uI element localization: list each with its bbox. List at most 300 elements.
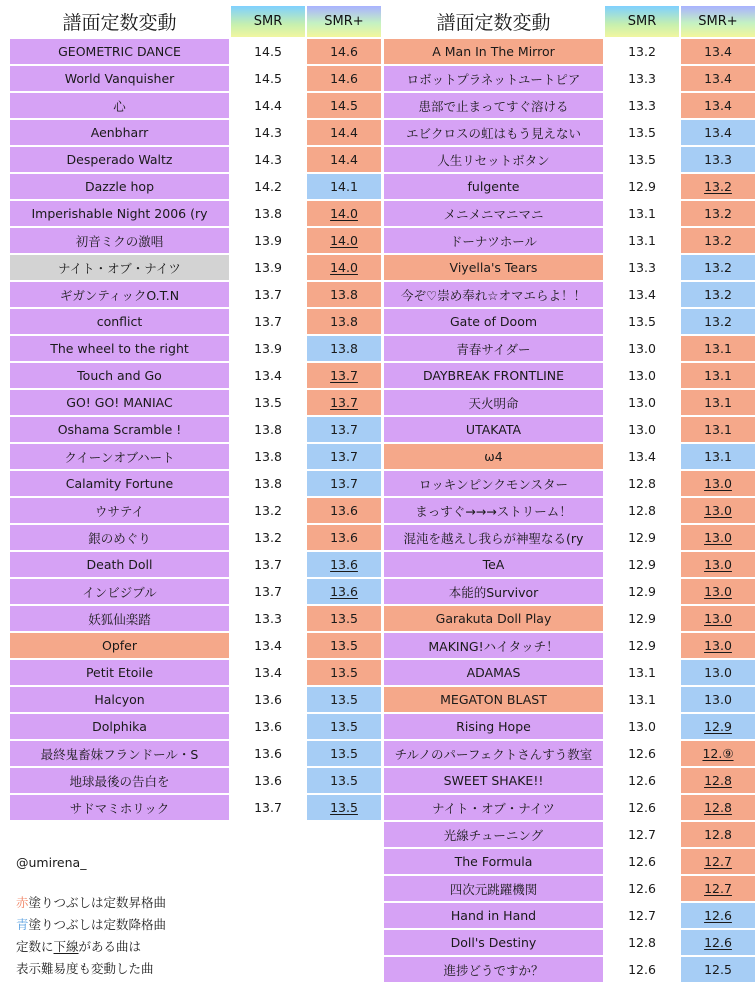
smr-plus-value (681, 309, 755, 334)
smr-plus-text: 13.7 (330, 449, 358, 464)
smr-plus-value (681, 471, 755, 496)
smr-plus-value (681, 282, 755, 307)
smr-plus-text: 13.4 (704, 71, 732, 86)
legend-blue-text: 塗りつぶしは定数降格曲 (28, 917, 167, 932)
smr-value: 13.4 (231, 363, 305, 388)
table-row (10, 552, 381, 577)
smr-plus-text: 13.8 (330, 314, 358, 329)
smr-value: 13.8 (231, 201, 305, 226)
smr-plus-text: 12.8 (704, 800, 732, 815)
smr-plus-value (307, 579, 381, 604)
smr-plus-value (681, 849, 755, 874)
song-name: Gate of Doom (384, 309, 603, 334)
table-row (384, 741, 755, 766)
smr-plus-value (307, 687, 381, 712)
smr-value: 13.0 (605, 336, 679, 361)
right-smr-header: SMR (605, 6, 679, 37)
smr-plus-value (681, 525, 755, 550)
table-row (384, 390, 755, 415)
smr-plus-text: 13.0 (704, 530, 732, 545)
legend-blue-line (16, 914, 166, 936)
smr-plus-text: 13.5 (330, 746, 358, 761)
smr-value: 12.8 (605, 498, 679, 523)
smr-plus-value (681, 444, 755, 469)
smr-value: 13.9 (231, 336, 305, 361)
smr-plus-value (307, 390, 381, 415)
smr-plus-value (681, 417, 755, 442)
table-row (10, 633, 381, 658)
smr-plus-value (681, 147, 755, 172)
legend-underline-line (16, 936, 166, 958)
smr-plus-text: 12.8 (704, 773, 732, 788)
song-name: 患部で止まってすぐ溶ける (384, 93, 603, 118)
smr-value: 13.0 (605, 417, 679, 442)
smr-value: 12.6 (605, 741, 679, 766)
smr-plus-text: 13.0 (704, 611, 732, 626)
smr-value: 14.5 (231, 66, 305, 91)
smr-plus-text: 13.2 (704, 233, 732, 248)
song-name: Imperishable Night 2006 (ry (10, 201, 229, 226)
smr-plus-text: 13.7 (330, 395, 358, 410)
table-row (10, 255, 381, 280)
smr-plus-text: 14.4 (330, 152, 358, 167)
smr-plus-value (307, 66, 381, 91)
table-row (384, 579, 755, 604)
song-name: メニメニマニマニ (384, 201, 603, 226)
song-name: fulgente (384, 174, 603, 199)
smr-value: 14.5 (231, 39, 305, 64)
smr-plus-text: 12.9 (704, 719, 732, 734)
song-name: Petit Etoile (10, 660, 229, 685)
table-row (10, 174, 381, 199)
legend-blue-char: 青 (16, 917, 29, 932)
smr-plus-value (307, 228, 381, 253)
smr-plus-text: 13.1 (704, 449, 732, 464)
song-name: 人生リセットボタン (384, 147, 603, 172)
smr-plus-value (307, 471, 381, 496)
smr-plus-text: 13.7 (330, 422, 358, 437)
table-row (10, 498, 381, 523)
smr-plus-text: 13.6 (330, 503, 358, 518)
smr-value: 13.4 (231, 633, 305, 658)
song-name: TeA (384, 552, 603, 577)
song-name: ロボットプラネットユートピア (384, 66, 603, 91)
smr-plus-value (307, 201, 381, 226)
song-name: DAYBREAK FRONTLINE (384, 363, 603, 388)
table-row (10, 444, 381, 469)
legend-ul-post: がある曲は (78, 939, 142, 954)
song-name: GO! GO! MANIAC (10, 390, 229, 415)
smr-value: 13.6 (231, 741, 305, 766)
smr-plus-value (307, 93, 381, 118)
table-row (384, 93, 755, 118)
table-row (384, 174, 755, 199)
smr-plus-text: 13.5 (330, 719, 358, 734)
smr-value: 13.6 (231, 714, 305, 739)
song-name: GEOMETRIC DANCE (10, 39, 229, 64)
song-name: MEGATON BLAST (384, 687, 603, 712)
table-row (384, 714, 755, 739)
smr-plus-value (307, 255, 381, 280)
right-smr-plus-header: SMR+ (681, 6, 755, 37)
smr-plus-value (307, 363, 381, 388)
legend-last-line: 表示難易度も変動した曲 (16, 961, 154, 976)
song-name: Garakuta Doll Play (384, 606, 603, 631)
smr-value: 13.7 (231, 282, 305, 307)
song-name: 妖狐仙楽踏 (10, 606, 229, 631)
smr-plus-text: 13.2 (704, 206, 732, 221)
song-name: 混沌を越えし我らが神聖なる(ry (384, 525, 603, 550)
smr-value: 12.8 (605, 930, 679, 955)
song-name: まっすぐ→→→ストリーム！ (384, 498, 603, 523)
song-name: Calamity Fortune (10, 471, 229, 496)
smr-value: 12.6 (605, 768, 679, 793)
smr-value: 13.4 (231, 660, 305, 685)
smr-plus-value (681, 876, 755, 901)
song-name: クイーンオブハート (10, 444, 229, 469)
smr-plus-text: 13.2 (704, 260, 732, 275)
song-name: ナイト・オブ・ナイツ (10, 255, 229, 280)
table-row (384, 849, 755, 874)
song-name: 初音ミクの激唱 (10, 228, 229, 253)
smr-value: 12.9 (605, 174, 679, 199)
smr-plus-text: 14.0 (330, 206, 358, 221)
smr-plus-value (681, 390, 755, 415)
smr-plus-value (681, 930, 755, 955)
smr-plus-text: 13.5 (330, 665, 358, 680)
smr-plus-text: 13.6 (330, 530, 358, 545)
song-name: 四次元跳躍機関 (384, 876, 603, 901)
smr-plus-value (681, 795, 755, 820)
smr-plus-value (307, 39, 381, 64)
table-row (384, 120, 755, 145)
song-name: 今ぞ♡崇め奉れ☆オマエらよ！！ (384, 282, 603, 307)
smr-value: 13.1 (605, 687, 679, 712)
smr-plus-value (681, 606, 755, 631)
smr-plus-text: 13.0 (704, 584, 732, 599)
smr-plus-value (681, 174, 755, 199)
smr-plus-value (681, 336, 755, 361)
smr-plus-text: 12.6 (704, 935, 732, 950)
smr-plus-value (307, 444, 381, 469)
smr-plus-value (307, 768, 381, 793)
table-row (10, 363, 381, 388)
smr-plus-value (681, 633, 755, 658)
song-name: Doll's Destiny (384, 930, 603, 955)
smr-value: 13.3 (605, 93, 679, 118)
table-row (384, 876, 755, 901)
smr-value: 13.2 (231, 498, 305, 523)
smr-plus-text: 12.5 (704, 962, 732, 977)
table-row (384, 39, 755, 64)
smr-value: 14.3 (231, 147, 305, 172)
smr-plus-text: 13.1 (704, 368, 732, 383)
smr-plus-value (681, 768, 755, 793)
table-row (384, 930, 755, 955)
smr-plus-value (681, 363, 755, 388)
song-name: サドマミホリック (10, 795, 229, 820)
smr-plus-text: 13.6 (330, 557, 358, 572)
table-row (384, 552, 755, 577)
smr-plus-value (681, 579, 755, 604)
song-name: 最終鬼畜妹フランドール・S (10, 741, 229, 766)
song-name: A Man In The Mirror (384, 39, 603, 64)
table-row (10, 579, 381, 604)
smr-plus-text: 12.7 (704, 854, 732, 869)
smr-value: 13.3 (231, 606, 305, 631)
song-name: ADAMAS (384, 660, 603, 685)
smr-plus-text: 13.4 (704, 44, 732, 59)
song-name: Oshama Scramble ! (10, 417, 229, 442)
smr-plus-text: 12.6 (704, 908, 732, 923)
smr-plus-text: 13.8 (330, 287, 358, 302)
smr-plus-value (681, 822, 755, 847)
song-name: インビジブル (10, 579, 229, 604)
table-row (384, 660, 755, 685)
smr-value: 13.0 (605, 390, 679, 415)
smr-plus-text: 13.2 (704, 314, 732, 329)
smr-value: 13.8 (231, 417, 305, 442)
smr-plus-value (681, 120, 755, 145)
table-row (384, 201, 755, 226)
smr-plus-text: 13.5 (330, 638, 358, 653)
smr-plus-value (307, 552, 381, 577)
smr-plus-value (307, 660, 381, 685)
table-row (384, 228, 755, 253)
smr-plus-value (681, 255, 755, 280)
smr-value: 12.9 (605, 606, 679, 631)
smr-value: 12.8 (605, 471, 679, 496)
smr-plus-text: 13.2 (704, 287, 732, 302)
smr-value: 13.5 (231, 390, 305, 415)
table-row (384, 525, 755, 550)
song-name: The Formula (384, 849, 603, 874)
smr-value: 12.6 (605, 795, 679, 820)
smr-plus-value (307, 795, 381, 820)
table-row (10, 39, 381, 64)
legend-red-text: 塗りつぶしは定数昇格曲 (28, 895, 167, 910)
smr-value: 13.4 (605, 282, 679, 307)
smr-plus-text: 13.0 (704, 557, 732, 572)
smr-plus-text: 14.0 (330, 233, 358, 248)
song-name: 進捗どうですか？ (384, 957, 603, 982)
table-row (10, 66, 381, 91)
smr-plus-value (681, 687, 755, 712)
smr-plus-text: 14.4 (330, 125, 358, 140)
smr-plus-text: 13.1 (704, 395, 732, 410)
table-row (10, 390, 381, 415)
smr-value: 12.6 (605, 849, 679, 874)
song-name: 銀のめぐり (10, 525, 229, 550)
smr-plus-value (307, 282, 381, 307)
right-table (384, 6, 755, 982)
smr-value: 13.3 (605, 255, 679, 280)
smr-plus-value (307, 336, 381, 361)
smr-plus-text: 13.0 (704, 476, 732, 491)
table-row (384, 444, 755, 469)
left-header-row (10, 6, 381, 37)
smr-value: 12.6 (605, 957, 679, 982)
song-name: SWEET SHAKE!! (384, 768, 603, 793)
table-row (10, 525, 381, 550)
table-row (384, 309, 755, 334)
smr-plus-text: 13.5 (330, 773, 358, 788)
smr-plus-value (307, 525, 381, 550)
smr-value: 13.1 (605, 228, 679, 253)
table-row (10, 687, 381, 712)
song-name: 心 (10, 93, 229, 118)
song-name: conflict (10, 309, 229, 334)
smr-plus-text: 13.1 (704, 422, 732, 437)
smr-plus-text: 13.5 (330, 800, 358, 815)
smr-plus-value (307, 633, 381, 658)
smr-plus-text: 13.4 (704, 98, 732, 113)
song-name: Rising Hope (384, 714, 603, 739)
song-name: Touch and Go (10, 363, 229, 388)
smr-value: 13.7 (231, 309, 305, 334)
smr-value: 13.1 (605, 660, 679, 685)
table-row (384, 768, 755, 793)
smr-plus-value (307, 174, 381, 199)
smr-plus-value (681, 39, 755, 64)
table-row (384, 498, 755, 523)
song-name: チルノのパーフェクトさんすう教室 (384, 741, 603, 766)
smr-plus-value (681, 228, 755, 253)
smr-plus-text: 13.5 (330, 611, 358, 626)
song-name: エビクロスの虹はもう見えない (384, 120, 603, 145)
song-name: UTAKATA (384, 417, 603, 442)
smr-plus-value (681, 498, 755, 523)
smr-plus-text: 13.7 (330, 368, 358, 383)
smr-plus-text: 13.0 (704, 503, 732, 518)
song-name: 光線チューニング (384, 822, 603, 847)
table-row (384, 687, 755, 712)
song-name: ナイト・オブ・ナイツ (384, 795, 603, 820)
table-row (384, 633, 755, 658)
smr-plus-text: 12.7 (704, 881, 732, 896)
song-name: Dazzle hop (10, 174, 229, 199)
smr-value: 13.6 (231, 768, 305, 793)
smr-plus-value (681, 957, 755, 982)
smr-value: 12.9 (605, 579, 679, 604)
song-name: Desperado Waltz (10, 147, 229, 172)
smr-value: 13.6 (231, 687, 305, 712)
song-name: ω4 (384, 444, 603, 469)
smr-value: 13.7 (231, 552, 305, 577)
smr-plus-text: 13.1 (704, 341, 732, 356)
smr-plus-text: 13.7 (330, 476, 358, 491)
smr-plus-text: 12.8 (704, 827, 732, 842)
smr-plus-value (307, 606, 381, 631)
table-row (384, 606, 755, 631)
table-row (10, 768, 381, 793)
table-row (10, 120, 381, 145)
table-row (384, 795, 755, 820)
smr-value: 13.0 (605, 714, 679, 739)
smr-value: 12.9 (605, 633, 679, 658)
smr-plus-text: 13.8 (330, 341, 358, 356)
smr-value: 13.4 (605, 444, 679, 469)
table-row (384, 255, 755, 280)
legend-notes (16, 852, 166, 980)
song-name: 青春サイダー (384, 336, 603, 361)
right-title: 譜面定数変動 (436, 12, 551, 34)
table-row (384, 66, 755, 91)
smr-plus-text: 13.3 (704, 152, 732, 167)
table-row (10, 417, 381, 442)
author-handle: @umirena_ (16, 855, 87, 870)
smr-value: 13.5 (605, 147, 679, 172)
smr-value: 13.5 (605, 309, 679, 334)
smr-plus-text: 13.4 (704, 125, 732, 140)
smr-plus-value (307, 498, 381, 523)
smr-value: 13.7 (231, 579, 305, 604)
smr-value: 13.5 (605, 120, 679, 145)
song-name: Hand in Hand (384, 903, 603, 928)
smr-value: 13.2 (231, 525, 305, 550)
smr-value: 12.9 (605, 552, 679, 577)
right-header-row (384, 6, 755, 37)
table-row (10, 471, 381, 496)
table-row (10, 282, 381, 307)
smr-plus-text: 13.0 (704, 692, 732, 707)
smr-value: 13.7 (231, 795, 305, 820)
table-row (384, 822, 755, 847)
table-row (10, 714, 381, 739)
smr-value: 13.8 (231, 471, 305, 496)
table-row (384, 417, 755, 442)
smr-plus-value (681, 201, 755, 226)
smr-value: 12.6 (605, 876, 679, 901)
smr-value: 13.9 (231, 255, 305, 280)
song-name: Opfer (10, 633, 229, 658)
song-name: The wheel to the right (10, 336, 229, 361)
smr-plus-text: 13.0 (704, 665, 732, 680)
smr-plus-value (307, 309, 381, 334)
song-name: 本能的Survivor (384, 579, 603, 604)
smr-value: 13.1 (605, 201, 679, 226)
smr-value: 13.0 (605, 363, 679, 388)
smr-value: 14.3 (231, 120, 305, 145)
table-row (10, 147, 381, 172)
song-name: World Vanquisher (10, 66, 229, 91)
table-row (384, 957, 755, 982)
smr-value: 12.7 (605, 822, 679, 847)
smr-plus-value (307, 714, 381, 739)
song-name: Death Doll (10, 552, 229, 577)
smr-plus-value (307, 741, 381, 766)
smr-plus-value (681, 741, 755, 766)
song-name: Halcyon (10, 687, 229, 712)
smr-plus-text: 13.0 (704, 638, 732, 653)
legend-red-char: 赤 (16, 895, 29, 910)
left-table-body (10, 39, 381, 820)
legend-ul-pre: 定数に (16, 939, 54, 954)
smr-plus-text: 14.0 (330, 260, 358, 275)
smr-plus-text: 13.2 (704, 179, 732, 194)
left-smr-plus-header: SMR+ (307, 6, 381, 37)
song-name: 地球最後の告白を (10, 768, 229, 793)
table-row (384, 903, 755, 928)
table-row (384, 147, 755, 172)
smr-plus-text: 14.1 (330, 179, 358, 194)
smr-plus-text: 13.6 (330, 584, 358, 599)
table-row (10, 606, 381, 631)
table-row (384, 336, 755, 361)
smr-plus-value (681, 66, 755, 91)
left-smr-header: SMR (231, 6, 305, 37)
left-title: 譜面定数変動 (62, 12, 177, 34)
